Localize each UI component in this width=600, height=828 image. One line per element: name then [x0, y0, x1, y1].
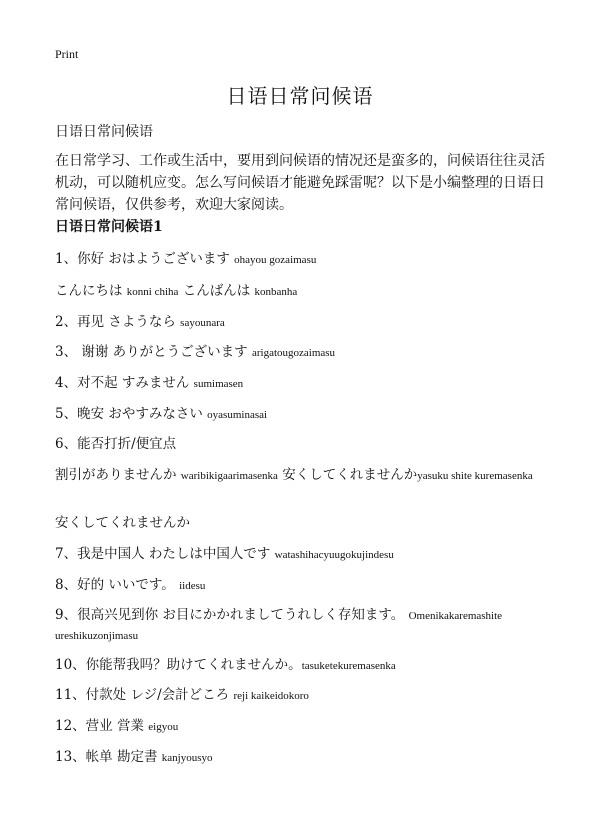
list-item: 1、你好 おはようございます ohayou gozaimasu — [55, 251, 317, 267]
intro-paragraph: 在日常学习、工作或生活中，要用到问候语的情况还是蛮多的，问候语往往灵活机动，可以随机应变。怎么写问候语才能避免踩雷呢？以下是小编整理的日语日常问候语，仅供参考，欢迎大家阅读。 — [55, 153, 545, 213]
document-title: 日语日常问候语 — [226, 84, 374, 108]
list-item: 割引がありませんか waribikigaarimasenka 安くしてくれませんかyasuku shite kuremasenka — [55, 467, 533, 483]
list-item: 4、对不起 すみません sumimasen — [55, 375, 244, 391]
list-item: 6、能否打折/便宜点 — [55, 436, 177, 452]
list-item: 3、 谢谢 ありがとうございます arigatougozaimasu — [55, 344, 336, 360]
list-item: 2、再见 さようなら sayounara — [55, 314, 225, 330]
list-item: 8、好的 いいです。 iidesu — [55, 577, 206, 593]
list-item: 12、营业 営業 eigyou — [55, 718, 179, 734]
list-item: 11、付款处 レジ/会計どころ reji kaikeidokoro — [55, 687, 309, 703]
section-heading: 日语日常问候语1 — [55, 219, 163, 235]
list-item: 13、帐单 勘定書 kanjyousyo — [55, 749, 213, 765]
print-label: Print — [55, 47, 79, 61]
list-item: こんにちは konni chiha こんばんは konbanha — [55, 283, 298, 299]
list-item: 10、你能帮我吗？助けてくれませんか。tasuketekuremasenka — [55, 657, 396, 673]
document-subtitle: 日语日常问候语 — [55, 124, 153, 140]
list-item: 5、晚安 おやすみなさい oyasuminasai — [55, 406, 268, 422]
list-item: 7、我是中国人 わたしは中国人です watashihacyuugokujindesu — [55, 546, 394, 562]
list-item: 9、很高兴见到你 お目にかかれましてうれしく存知ます。 Omenikakaremashite ureshikuzonjimasu — [55, 607, 503, 642]
list-item: 安くしてくれませんか — [55, 515, 190, 531]
